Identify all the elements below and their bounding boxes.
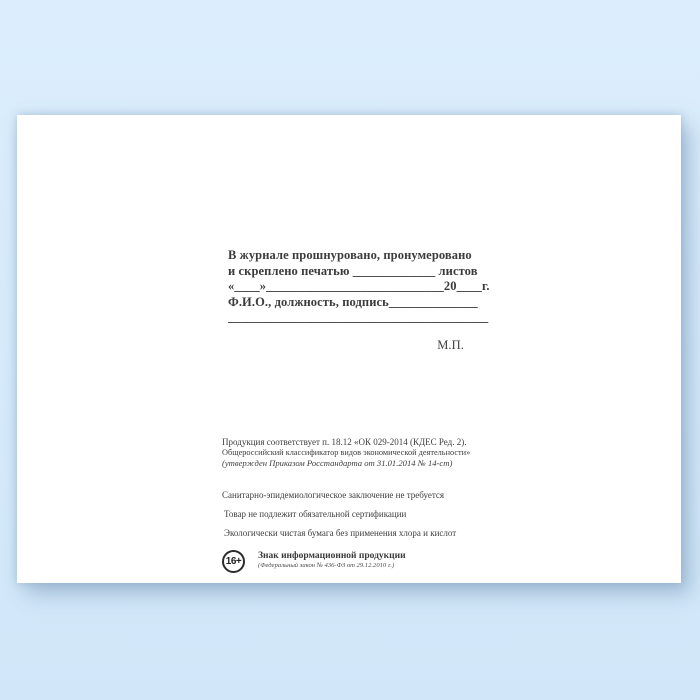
information-product-label: Знак информационной продукции: [258, 551, 406, 561]
date-line: «____»____________________________20____г.: [228, 279, 490, 294]
blank-line: _________________________________________: [228, 310, 489, 325]
age-badge-texts: [258, 550, 406, 570]
journal-back-page: [17, 115, 681, 583]
age-16-plus-icon: 16+: [222, 550, 245, 573]
age-rating-row: [222, 550, 482, 573]
sanitary-statement: Санитарно-эпидемиологическое заключение не требуется: [222, 490, 445, 500]
compliance-line-3: (утвержден Приказом Росстандарта от 31.01.2014 № 14-ст): [222, 457, 453, 468]
compliance-line-1: Продукция соответствует п. 18.12 «ОК 029-2014 (КДЕС Ред. 2).: [222, 437, 467, 447]
stamp-place-mark: М.П.: [437, 337, 464, 352]
lacing-certification-block: [228, 248, 490, 354]
lacing-line-2: и скреплено печатью _____________ листов: [228, 263, 478, 278]
lacing-line-1: В журнале прошнуровано, пронумеровано: [228, 248, 472, 262]
signature-line: Ф.И.О., должность, подпись______________: [228, 294, 478, 309]
publisher-info-block: [222, 437, 482, 573]
compliance-line-2: Общероссийский классификатор видов экономической деятельности»: [222, 447, 471, 457]
eco-paper-statement: Экологически чистая бумага без применения хлора и кислот: [224, 528, 457, 538]
federal-law-note: (Федеральный закон № 436-ФЗ от 29.12.2010 г.): [258, 562, 395, 569]
certification-statement: Товар не подлежит обязательной сертификации: [224, 509, 407, 519]
